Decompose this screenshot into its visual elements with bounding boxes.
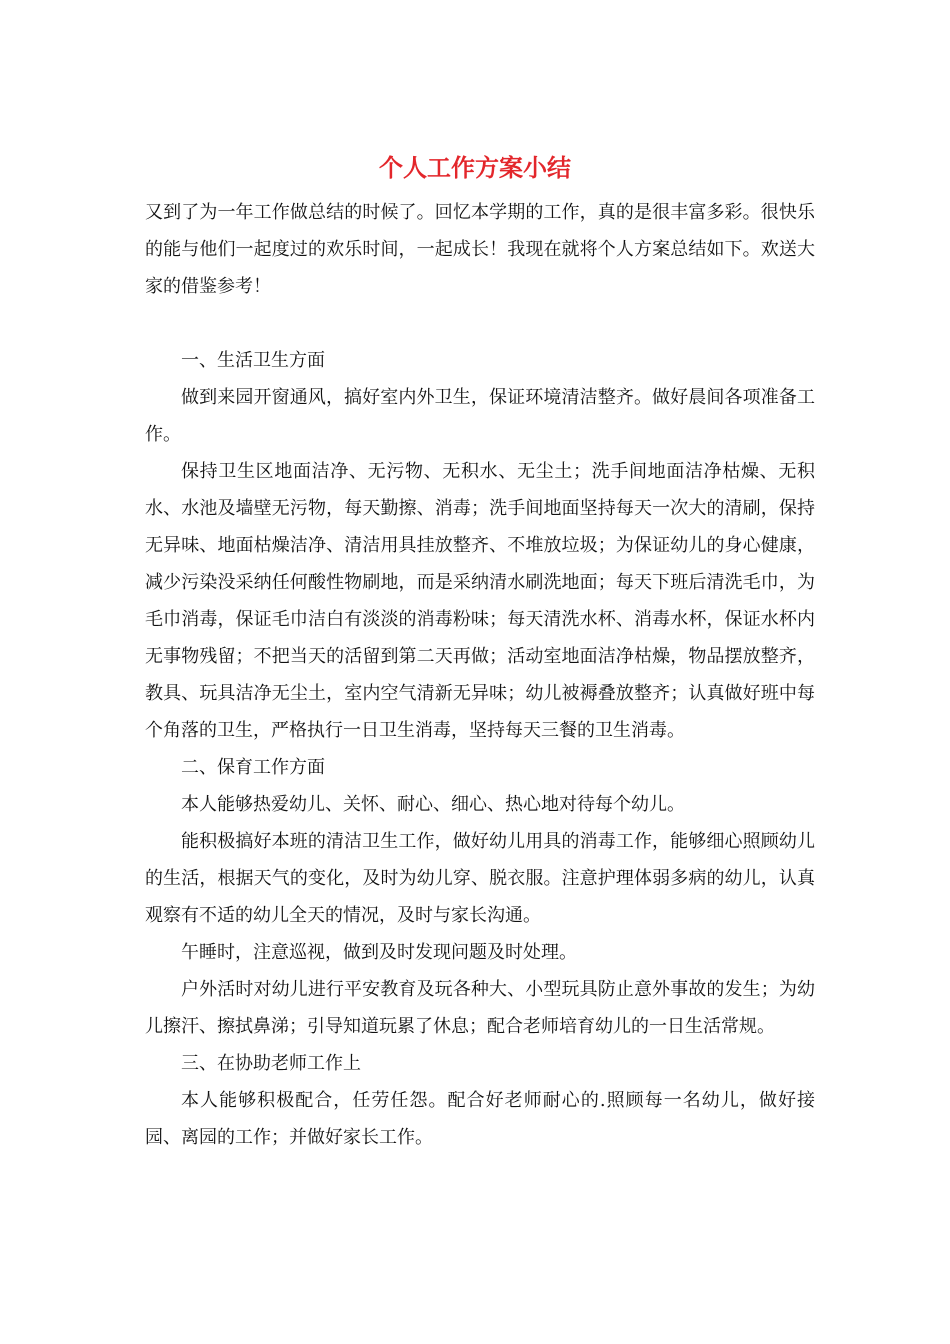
section-paragraph: 本人能够热爱幼儿、关怀、耐心、细心、热心地对待每个幼儿。 [181,794,685,815]
section-paragraph: 保持卫生区地面洁净、无污物、无积水、无尘土；洗手间地面洁净枯燥、无积水、水池及墙壁无污物，每天勤擦、消毒；洗手间地面坚持每天一次大的清刷，保持无异味、地面枯燥洁净、清洁用具挂放整齐、不堆放垃圾；为保证幼儿的身心健康，减少污染没采纳任何酸性物刷地，而是采纳清水刷洗地面；每天下班后清洗毛巾，为毛巾消毒，保证毛巾洁白有淡淡的消毒粉味；每天清洗水杯、消毒水杯，保证水杯内无事物残留；不把当天的活留到第二天再做；活动室地面洁净枯燥，物品摆放整齐，教具、玩具洁净无尘土，室内空气清新无异味；幼儿被褥叠放整齐；认真做好班中每个角落的卫生，严格执行一日卫生消毒，坚持每天三餐的卫生消毒。 [145,461,815,741]
section-paragraph: 做到来园开窗通风，搞好室内外卫生，保证环境清洁整齐。做好晨间各项准备工作。 [145,387,815,445]
section-heading: 三、在协助老师工作上 [181,1053,361,1074]
document-body [145,194,815,1156]
section-paragraph: 本人能够积极配合，任劳任怨。配合好老师耐心的.照顾每一名幼儿，做好接园、离园的工作；并做好家长工作。 [145,1090,815,1148]
section-paragraph: 能积极搞好本班的清洁卫生工作，做好幼儿用具的消毒工作，能够细心照顾幼儿的生活，根据天气的变化，及时为幼儿穿、脱衣服。注意护理体弱多病的幼儿，认真观察有不适的幼儿全天的情况，及时与家长沟通。 [145,831,815,926]
section-heading: 一、生活卫生方面 [181,350,325,371]
document-title: 个人工作方案小结 [379,153,571,182]
blank-line [145,305,815,342]
section-heading: 二、保育工作方面 [181,757,325,778]
intro-paragraph: 又到了为一年工作做总结的时候了。回忆本学期的工作，真的是很丰富多彩。很快乐的能与他们一起度过的欢乐时间，一起成长！我现在就将个人方案总结如下。欢送大家的借鉴参考！ [145,202,815,297]
section-paragraph: 午睡时，注意巡视，做到及时发现问题及时处理。 [181,942,577,963]
section-paragraph: 户外活时对幼儿进行平安教育及玩各种大、小型玩具防止意外事故的发生；为幼儿擦汗、擦拭鼻涕；引导知道玩累了休息；配合老师培育幼儿的一日生活常规。 [145,979,815,1037]
